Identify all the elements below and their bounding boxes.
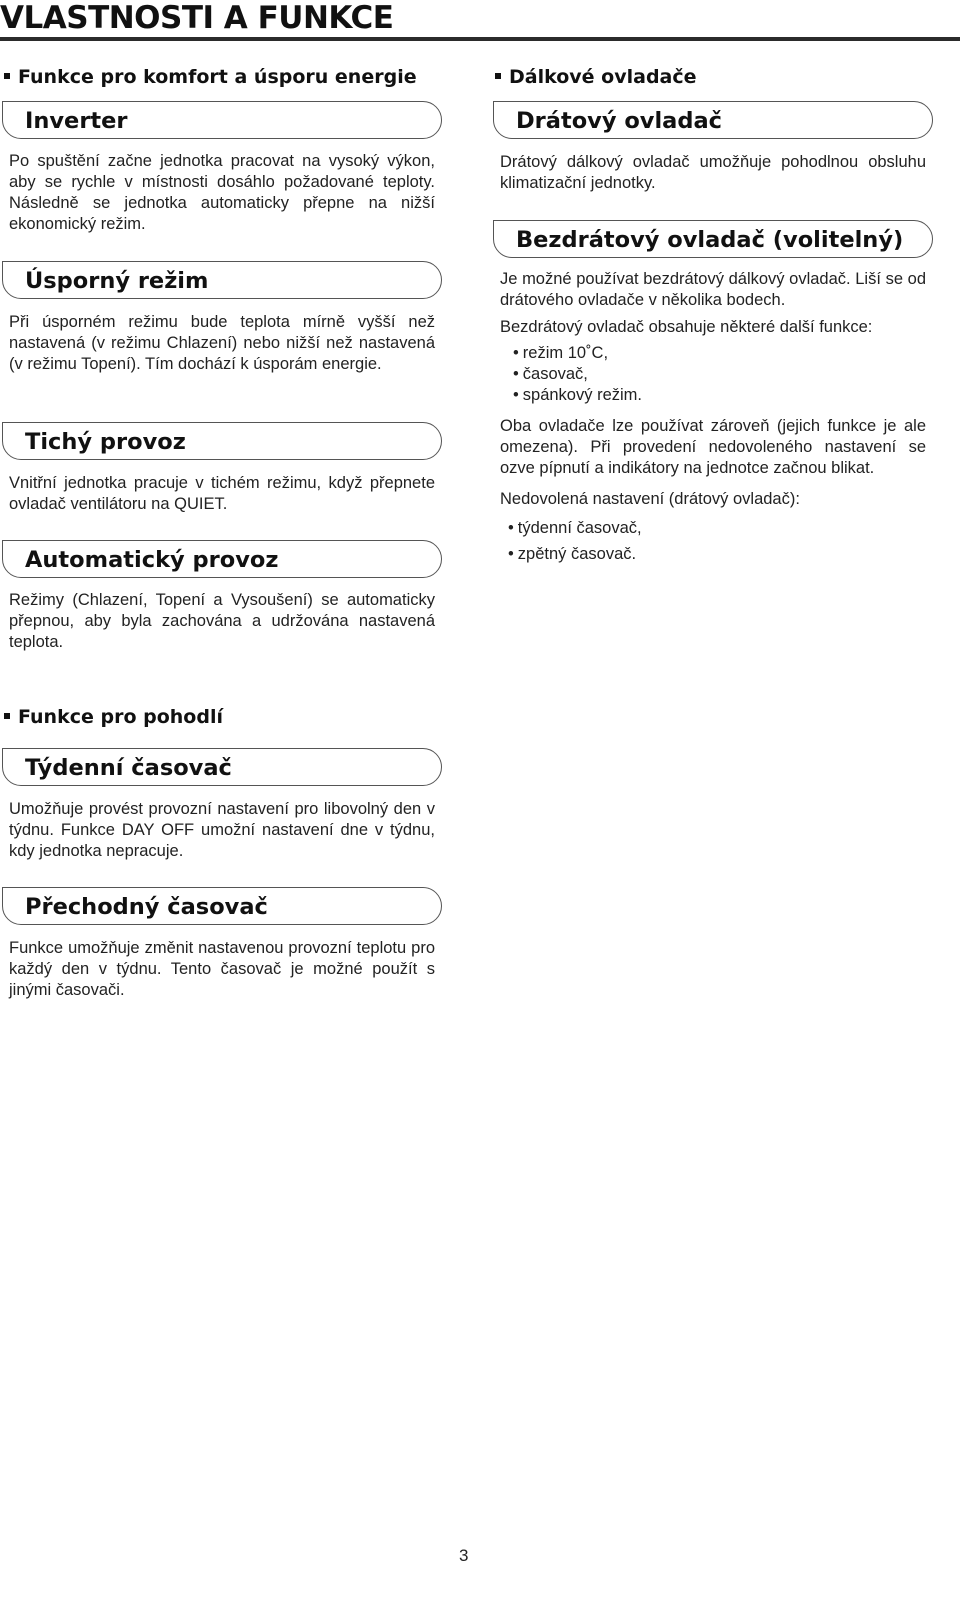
text-quiet-mode: Vnitřní jednotka pracuje v tichém režimu, když přepnete ovladač ventilátoru na QUIET. <box>9 474 435 513</box>
box-eco-mode: Úsporný režim <box>2 261 442 299</box>
text-auto-mode: Režimy (Chlazení, Topení a Vysoušení) se automaticky přepnou, aby byla zachována a udržována nastavená teplota. <box>9 591 435 651</box>
box-auto-mode: Automatický provoz <box>2 540 442 578</box>
box-quiet-mode: Tichý provoz <box>2 422 442 460</box>
heading-comfort <box>4 706 223 728</box>
box-inverter: Inverter <box>2 101 442 139</box>
box-weekly-timer: Týdenní časovač <box>2 748 442 786</box>
list-item: • zpětný časovač. <box>508 541 642 567</box>
text-weekly-timer: Umožňuje provést provozní nastavení pro libovolný den v týdnu. Funkce DAY OFF umožní nastavení dne v týdnu, kdy jednotka nepracuje. <box>9 800 435 860</box>
list-item: • spánkový režim. <box>513 385 642 406</box>
heading-remote-controllers <box>495 66 697 88</box>
list-item: • týdenní časovač, <box>508 515 642 541</box>
text-wireless-features-intro: Bezdrátový ovladač obsahuje některé další funkce: <box>500 318 873 336</box>
square-bullet-icon <box>495 73 501 79</box>
not-allowed-list <box>508 515 642 567</box>
page-number: 3 <box>459 1546 469 1565</box>
text-eco-mode: Při úsporném režimu bude teplota mírně vyšší než nastavená (v režimu Chlazení) nebo nižší než nastavená (v režimu Topení). Tím dochází k úsporám energie. <box>9 313 435 373</box>
heading-comfort-energy-label: Funkce pro komfort a úsporu energie <box>18 66 417 88</box>
heading-comfort-label: Funkce pro pohodlí <box>18 706 223 728</box>
box-wireless-controller: Bezdrátový ovladač (volitelný) <box>493 220 933 258</box>
text-temporary-timer: Funkce umožňuje změnit nastavenou provozní teplotu pro každý den v týdnu. Tento časovač je možné použít s jinými časovači. <box>9 939 435 999</box>
text-not-allowed-intro: Nedovolená nastavení (drátový ovladač): <box>500 490 800 508</box>
title-rule <box>0 37 960 41</box>
list-item: • časovač, <box>513 364 642 385</box>
heading-remote-controllers-label: Dálkové ovladače <box>509 66 697 88</box>
square-bullet-icon <box>4 713 10 719</box>
wireless-features-list <box>513 343 642 406</box>
page-title: VLASTNOSTI A FUNKCE <box>0 0 394 36</box>
text-wireless-intro: Je možné používat bezdrátový dálkový ovladač. Liší se od drátového ovladače v několika bodech. <box>500 270 926 309</box>
text-both-controllers: Oba ovladače lze používat zároveň (jejich funkce je ale omezena). Při provedení nedovoleného nastavení se ozve pípnutí a indikátory na jednotce začnou blikat. <box>500 417 926 477</box>
box-wired-controller: Drátový ovladač <box>493 101 933 139</box>
heading-comfort-energy <box>4 66 417 88</box>
text-inverter: Po spuštění začne jednotka pracovat na vysoký výkon, aby se rychle v místnosti dosáhlo požadované teploty. Následně se jednotka automaticky přepne na nižší ekonomický režim. <box>9 152 435 233</box>
square-bullet-icon <box>4 73 10 79</box>
text-wired-controller: Drátový dálkový ovladač umožňuje pohodlnou obsluhu klimatizační jednotky. <box>500 153 926 192</box>
box-temporary-timer: Přechodný časovač <box>2 887 442 925</box>
list-item: • režim 10˚C, <box>513 343 642 364</box>
